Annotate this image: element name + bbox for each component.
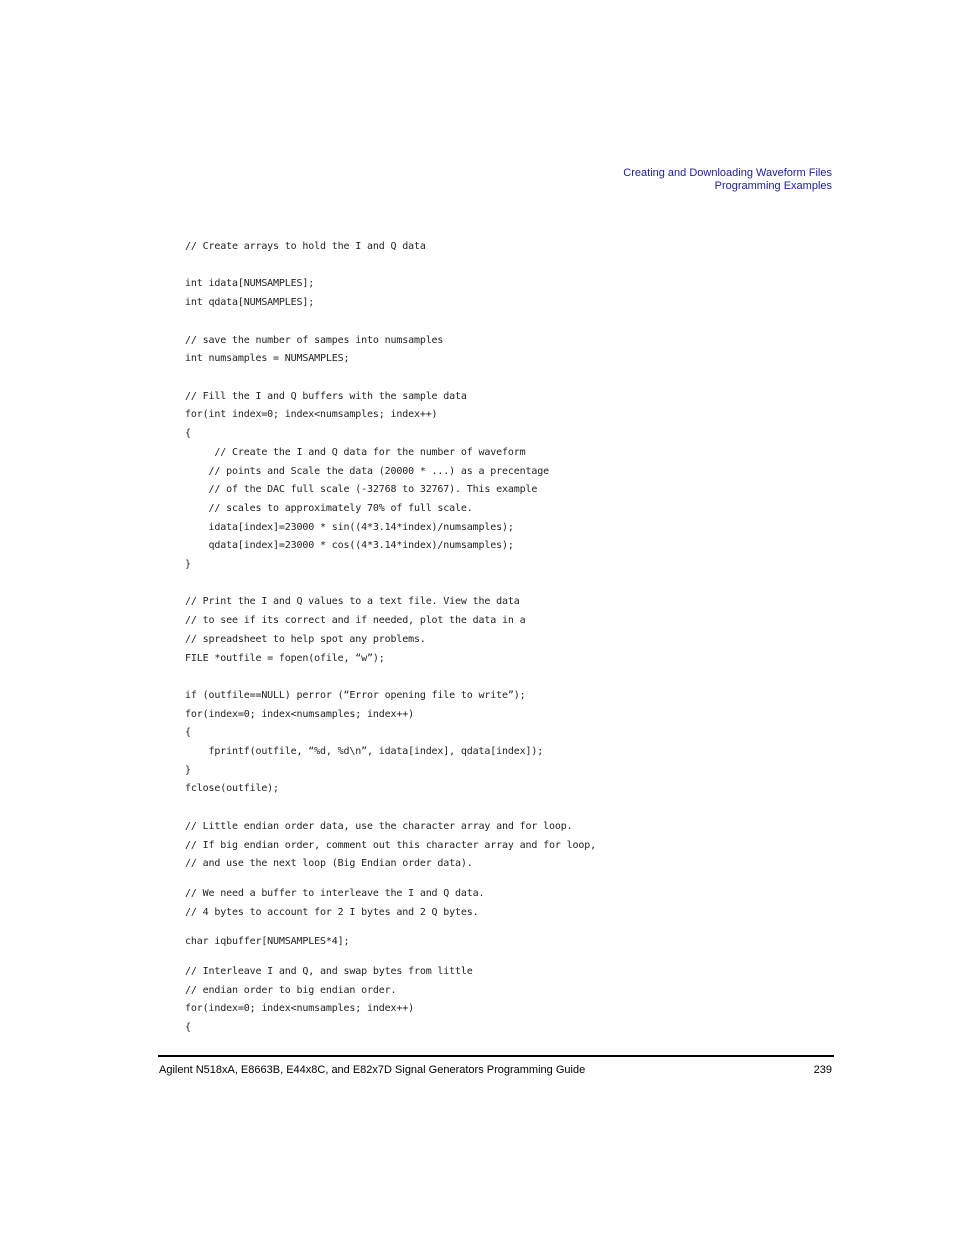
code-line: // of the DAC full scale (-32768 to 32767). This example (185, 484, 538, 495)
code-line: // to see if its correct and if needed, plot the data in a (185, 615, 526, 626)
code-line: // Fill the I and Q buffers with the sample data (185, 391, 467, 402)
code-line: // 4 bytes to account for 2 I bytes and 2 Q bytes. (185, 907, 479, 918)
code-line: if (outfile==NULL) perror (“Error opening file to write”); (185, 690, 526, 701)
code-line: for(int index=0; index<numsamples; index++) (185, 409, 438, 420)
code-line: // points and Scale the data (20000 * ...) as a precentage (185, 466, 549, 477)
code-line: qdata[index]=23000 * cos((4*3.14*index)/numsamples); (185, 540, 514, 551)
code-line: int idata[NUMSAMPLES]; (185, 278, 315, 289)
code-line: } (185, 559, 191, 570)
code-line: idata[index]=23000 * sin((4*3.14*index)/numsamples); (185, 522, 514, 533)
code-line: int qdata[NUMSAMPLES]; (185, 297, 315, 308)
code-line: int numsamples = NUMSAMPLES; (185, 353, 350, 364)
code-line: FILE *outfile = fopen(ofile, “w”); (185, 653, 385, 664)
code-line: // Create the I and Q data for the number of waveform (185, 447, 526, 458)
footer-document-title: Agilent N518xA, E8663B, E44x8C, and E82x7D Signal Generators Programming Guide (159, 1064, 586, 1076)
header-section-title: Programming Examples (714, 180, 832, 192)
code-line: // Little endian order data, use the character array and for loop. (185, 821, 573, 832)
footer-divider (158, 1055, 834, 1057)
code-line: // endian order to big endian order. (185, 985, 397, 996)
code-line: } (185, 765, 191, 776)
code-line: // Print the I and Q values to a text file. View the data (185, 596, 520, 607)
code-line: // save the number of sampes into numsamples (185, 335, 444, 346)
code-line: // spreadsheet to help spot any problems. (185, 634, 426, 645)
code-line: // Create arrays to hold the I and Q data (185, 241, 426, 252)
code-line: fclose(outfile); (185, 783, 279, 794)
footer-page-number: 239 (813, 1064, 832, 1076)
code-line: { (185, 727, 191, 738)
code-line: { (185, 1022, 191, 1033)
running-header (623, 167, 832, 193)
code-line: // If big endian order, comment out this character array and for loop, (185, 840, 596, 851)
code-line: // and use the next loop (Big Endian order data). (185, 858, 473, 869)
code-line: // We need a buffer to interleave the I and Q data. (185, 888, 485, 899)
code-line: { (185, 428, 191, 439)
code-line: // scales to approximately 70% of full scale. (185, 503, 473, 514)
code-line: // Interleave I and Q, and swap bytes from little (185, 966, 473, 977)
code-line: fprintf(outfile, “%d, %d\n”, idata[index], qdata[index]); (185, 746, 544, 757)
code-line: for(index=0; index<numsamples; index++) (185, 709, 414, 720)
header-chapter-title: Creating and Downloading Waveform Files (623, 167, 832, 179)
code-line: for(index=0; index<numsamples; index++) (185, 1003, 414, 1014)
code-line: char iqbuffer[NUMSAMPLES*4]; (185, 936, 350, 947)
